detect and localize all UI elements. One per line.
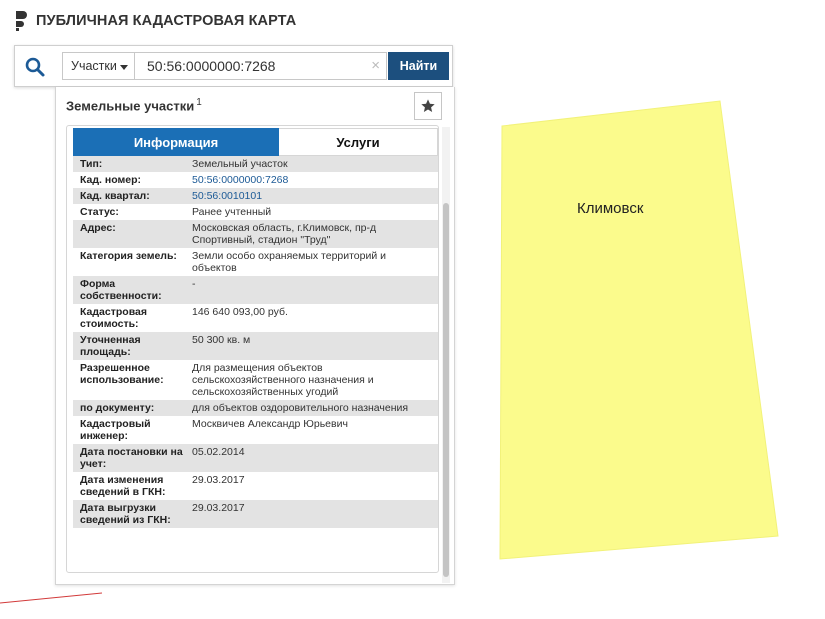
row-value: 50 300 кв. м bbox=[192, 334, 251, 346]
pkk-logo-icon bbox=[14, 10, 28, 32]
row-label: Дата постановки на учет: bbox=[80, 446, 183, 470]
row-value: 29.03.2017 bbox=[192, 502, 245, 514]
close-icon[interactable]: × bbox=[371, 57, 380, 74]
chevron-down-icon bbox=[120, 65, 128, 70]
table-row bbox=[73, 332, 438, 360]
row-label: Тип: bbox=[80, 158, 103, 170]
row-label: Адрес: bbox=[80, 222, 116, 234]
table-row bbox=[73, 416, 438, 444]
row-label: Форма собственности: bbox=[80, 278, 162, 302]
panel-title-text: Земельные участки bbox=[66, 98, 195, 114]
info-tabs bbox=[73, 128, 438, 156]
row-label: Кад. номер: bbox=[80, 174, 142, 186]
table-row bbox=[73, 500, 438, 528]
table-row bbox=[73, 400, 438, 416]
tab-information[interactable]: Информация bbox=[73, 128, 279, 156]
tab-services[interactable]: Услуги bbox=[279, 128, 438, 156]
search-input-value: 50:56:0000000:7268 bbox=[147, 58, 276, 74]
star-icon bbox=[420, 98, 436, 114]
row-label: Дата изменения сведений в ГКН: bbox=[80, 474, 166, 498]
row-value: 146 640 093,00 руб. bbox=[192, 306, 288, 318]
search-input[interactable] bbox=[135, 52, 387, 80]
table-row bbox=[73, 472, 438, 500]
row-label: Кадастровый инженер: bbox=[80, 418, 151, 442]
table-row bbox=[73, 172, 438, 188]
row-value: Московская область, г.Климовск, пр-д Спортивный, стадион "Труд" bbox=[192, 222, 377, 246]
row-value: 05.02.2014 bbox=[192, 446, 245, 458]
row-value: Земельный участок bbox=[192, 158, 288, 170]
favorite-button[interactable] bbox=[414, 92, 442, 120]
row-label: Категория земель: bbox=[80, 250, 177, 262]
app-header bbox=[14, 8, 296, 34]
cadastral-quarter-link[interactable]: 50:56:0010101 bbox=[192, 190, 263, 202]
table-row bbox=[73, 156, 438, 172]
parcel-info-card bbox=[66, 125, 439, 573]
row-value: Для размещения объектов сельскохозяйственного назначения и сельскохозяйственных угодий bbox=[192, 362, 374, 398]
search-icon[interactable] bbox=[23, 55, 47, 79]
table-row bbox=[73, 204, 438, 220]
result-count: 1 bbox=[196, 97, 202, 108]
find-button[interactable]: Найти bbox=[388, 52, 449, 80]
map-label-klimovsk: Климовск bbox=[577, 200, 644, 217]
app-title: ПУБЛИЧНАЯ КАДАСТРОВАЯ КАРТА bbox=[36, 13, 297, 29]
table-row bbox=[73, 444, 438, 472]
table-row bbox=[73, 276, 438, 304]
scrollbar-thumb[interactable] bbox=[443, 203, 449, 577]
parcel-polygon[interactable] bbox=[500, 101, 778, 559]
table-row bbox=[73, 188, 438, 204]
row-label: по документу: bbox=[80, 402, 155, 414]
cadastral-number-link[interactable]: 50:56:0000000:7268 bbox=[192, 174, 289, 186]
table-row bbox=[73, 220, 438, 248]
row-value: - bbox=[192, 278, 196, 290]
row-value: Москвичев Александр Юрьевич bbox=[192, 418, 348, 430]
row-label: Кад. квартал: bbox=[80, 190, 150, 202]
search-type-select[interactable] bbox=[62, 52, 135, 80]
row-label: Уточненная площадь: bbox=[80, 334, 141, 358]
row-label: Кадастровая стоимость: bbox=[80, 306, 147, 330]
panel-title bbox=[66, 97, 202, 113]
search-type-value: Участки bbox=[71, 59, 117, 73]
table-row bbox=[73, 248, 438, 276]
table-row bbox=[73, 304, 438, 332]
row-label: Разрешенное использование: bbox=[80, 362, 164, 386]
search-bar bbox=[14, 45, 453, 87]
row-label: Статус: bbox=[80, 206, 119, 218]
row-value: 29.03.2017 bbox=[192, 474, 245, 486]
attribute-table bbox=[73, 156, 438, 528]
results-panel bbox=[55, 87, 455, 585]
row-label: Дата выгрузки сведений из ГКН: bbox=[80, 502, 171, 526]
row-value: Земли особо охраняемых территорий и объектов bbox=[192, 250, 386, 274]
row-value: Ранее учтенный bbox=[192, 206, 272, 218]
table-row bbox=[73, 360, 438, 400]
row-value: для объектов оздоровительного назначения bbox=[192, 402, 409, 414]
map-boundary-line bbox=[0, 593, 102, 603]
